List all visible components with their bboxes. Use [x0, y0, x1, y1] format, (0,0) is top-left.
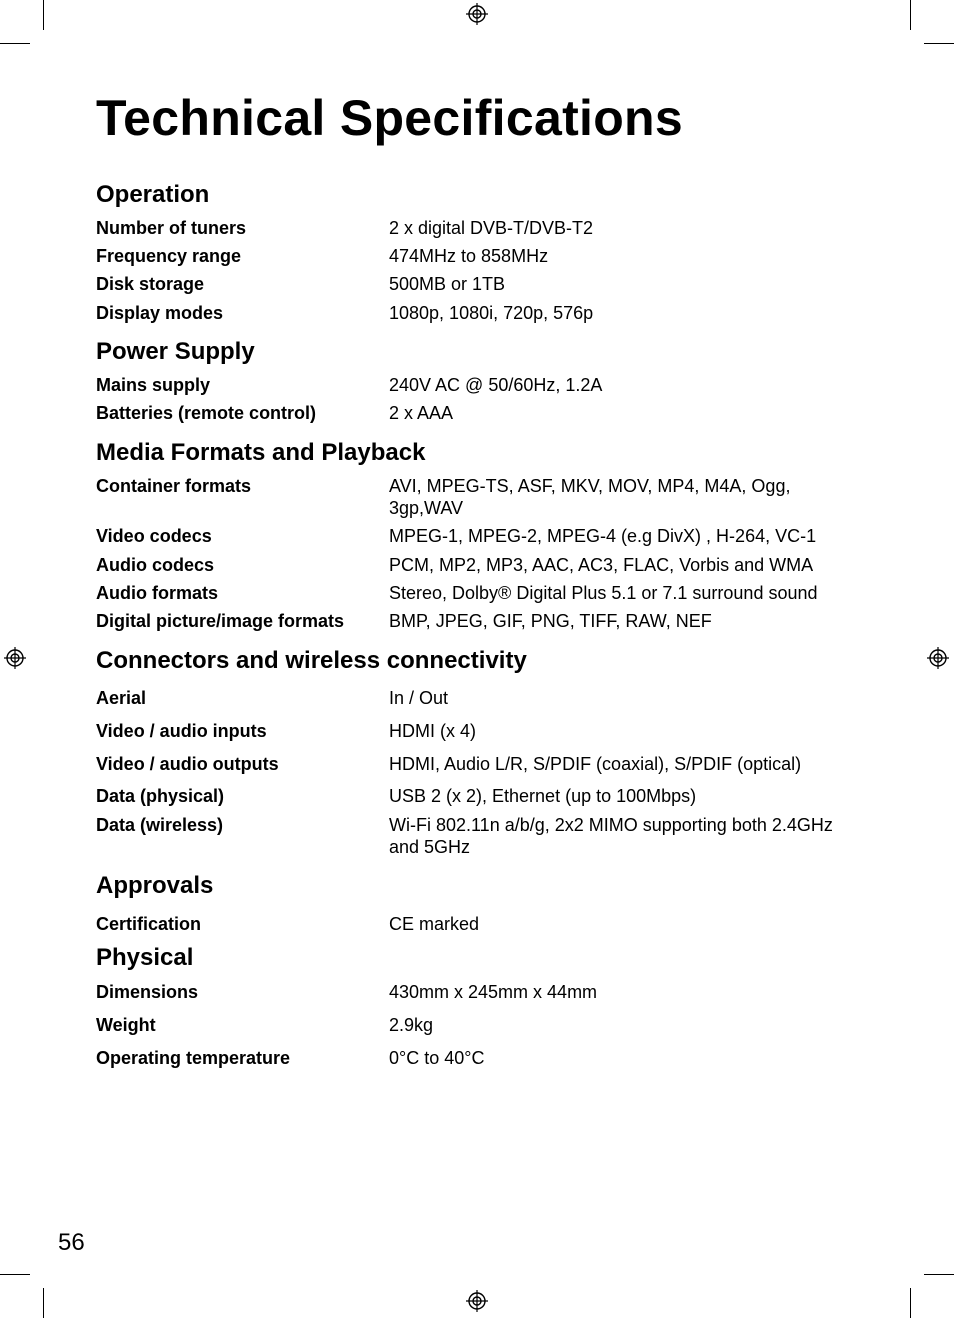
spec-label: Certification	[96, 914, 202, 934]
spec-value: HDMI, Audio L/R, S/PDIF (coaxial), S/PDIF (optical)	[389, 754, 802, 774]
section-title-media-formats: Media Formats and Playback	[96, 439, 426, 466]
registration-mark-icon	[4, 647, 26, 669]
crop-mark	[924, 1274, 954, 1275]
crop-mark	[910, 0, 911, 30]
spec-label: Video / audio outputs	[96, 754, 279, 774]
spec-label: Frequency range	[96, 246, 242, 266]
crop-mark	[43, 1288, 44, 1318]
spec-label: Operating temperature	[96, 1048, 291, 1068]
spec-label: Data (wireless)	[96, 815, 224, 835]
spec-label: Number of tuners	[96, 218, 247, 238]
spec-value: USB 2 (x 2), Ethernet (up to 100Mbps)	[389, 786, 697, 806]
spec-label: Data (physical)	[96, 786, 225, 806]
crop-mark	[43, 0, 44, 30]
spec-label: Audio formats	[96, 583, 219, 603]
section-title-operation: Operation	[96, 181, 210, 208]
spec-value: CE marked	[389, 914, 480, 934]
spec-value: MPEG-1, MPEG-2, MPEG-4 (e.g DivX) , H-264, VC-1	[389, 526, 817, 546]
spec-value: 240V AC @ 50/60Hz, 1.2A	[389, 375, 603, 395]
spec-label: Digital picture/image formats	[96, 611, 345, 631]
registration-mark-icon	[927, 647, 949, 669]
section-title-approvals: Approvals	[96, 872, 214, 899]
registration-mark-icon	[466, 3, 488, 25]
spec-label: Mains supply	[96, 375, 211, 395]
spec-value: PCM, MP2, MP3, AAC, AC3, FLAC, Vorbis and WMA	[389, 555, 814, 575]
registration-mark-icon	[466, 1290, 488, 1312]
spec-value: 2.9kg	[389, 1015, 434, 1035]
section-title-physical: Physical	[96, 944, 194, 971]
spec-value: In / Out	[389, 688, 449, 708]
spec-value: Wi-Fi 802.11n a/b/g, 2x2 MIMO supporting both 2.4GHz and 5GHz	[389, 815, 833, 857]
spec-label: Dimensions	[96, 982, 199, 1002]
spec-value: AVI, MPEG-TS, ASF, MKV, MOV, MP4, M4A, Ogg, 3gp,WAV	[389, 476, 791, 518]
section-title-power-supply: Power Supply	[96, 338, 255, 365]
spec-value: 1080p, 1080i, 720p, 576p	[389, 303, 594, 323]
crop-mark	[910, 1288, 911, 1318]
crop-mark	[924, 43, 954, 44]
spec-value: 500MB or 1TB	[389, 274, 506, 294]
page-title: Technical Specifications	[96, 90, 684, 146]
spec-value: 2 x AAA	[389, 403, 454, 423]
spec-label: Aerial	[96, 688, 147, 708]
crop-mark	[0, 1274, 30, 1275]
spec-label: Disk storage	[96, 274, 205, 294]
section-title-connectors: Connectors and wireless connectivity	[96, 647, 527, 674]
spec-label: Video / audio inputs	[96, 721, 267, 741]
spec-label: Video codecs	[96, 526, 212, 546]
spec-value: 430mm x 245mm x 44mm	[389, 982, 598, 1002]
spec-value: 0°C to 40°C	[389, 1048, 485, 1068]
spec-label: Audio codecs	[96, 555, 215, 575]
page-number: 56	[58, 1229, 85, 1256]
spec-value: BMP, JPEG, GIF, PNG, TIFF, RAW, NEF	[389, 611, 712, 631]
spec-label: Batteries (remote control)	[96, 403, 317, 423]
spec-label: Display modes	[96, 303, 224, 323]
spec-value: 2 x digital DVB-T/DVB-T2	[389, 218, 594, 238]
crop-mark	[0, 43, 30, 44]
spec-label: Container formats	[96, 476, 252, 496]
spec-label: Weight	[96, 1015, 156, 1035]
spec-value: Stereo, Dolby® Digital Plus 5.1 or 7.1 surround sound	[389, 583, 818, 603]
spec-value: 474MHz to 858MHz	[389, 246, 549, 266]
spec-value: HDMI (x 4)	[389, 721, 476, 741]
